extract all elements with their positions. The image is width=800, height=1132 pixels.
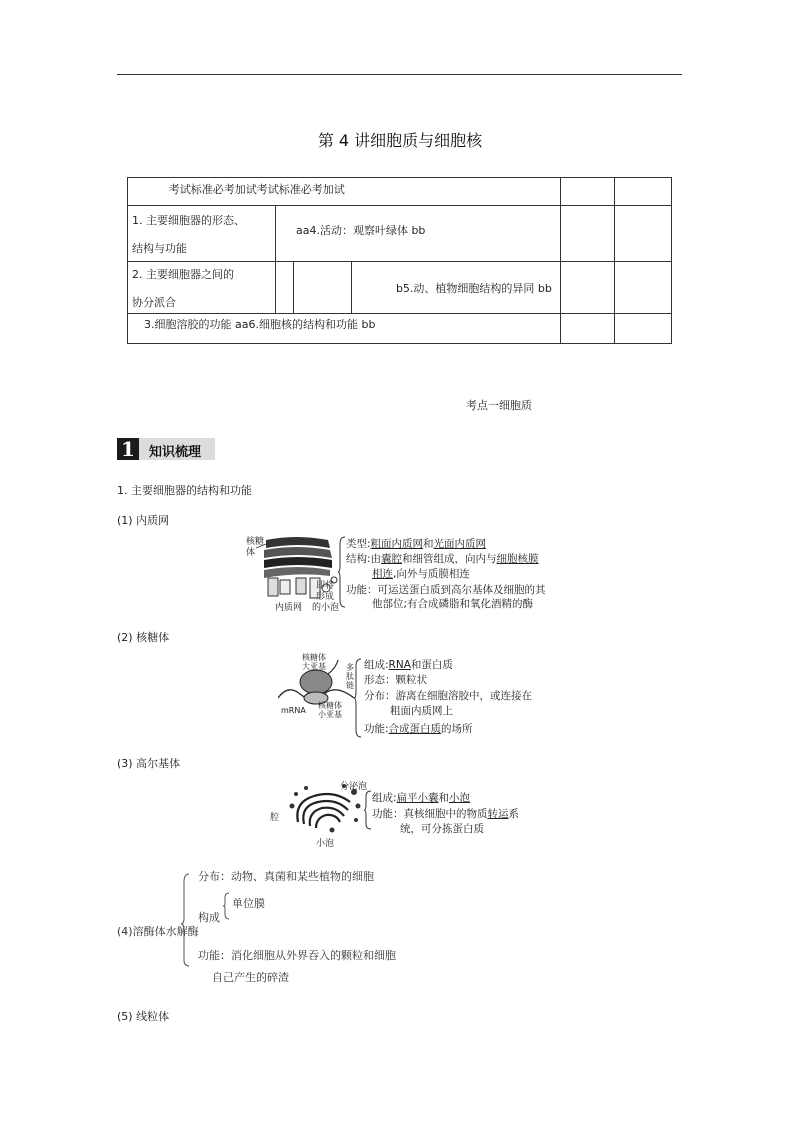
ribo-function: 功能:合成蛋白质的场所 (364, 723, 473, 735)
section-badge-number: 1 (117, 438, 139, 460)
er-label-er: 内质网 (275, 603, 303, 613)
golgi-function-line1: 功能：真核细胞中的物质转运系 (372, 808, 519, 820)
er-heading: (1) 内质网 (117, 514, 170, 527)
golgi-label-cavity: 腔 (270, 813, 280, 823)
er-label-ribosome-2: 体 (246, 548, 256, 558)
er-structure-line1: 结构:由囊腔和细管组成，向内与细胞核膜 (346, 553, 539, 565)
er-function-line1: 功能：可运送蛋白质到高尔基体及细胞的其 (346, 584, 546, 596)
ribo-label-small2: 小亚基 (318, 710, 342, 719)
ribo-distribution-line1: 分布：游离在细胞溶胶中，或连接在 (364, 690, 532, 702)
er-structure-line2: 相连,向外与质膜相连 (372, 568, 470, 580)
golgi-brace (364, 790, 372, 830)
er-label-ribosome: 核糖 (246, 537, 265, 547)
golgi-cisternae (297, 794, 350, 828)
golgi-function-line2: 统，可分拣蛋白质 (400, 823, 484, 835)
er-function-line2: 他部位;有合成磷脂和氧化酒精的酶 (372, 598, 534, 610)
page-title: 第 4 讲细胞质与细胞核 (317, 131, 483, 150)
er-label-side2: 形成 (316, 592, 335, 602)
lysosome-sub-brace (222, 892, 230, 920)
lysosome-function-line2: 自己产生的碎渣 (212, 971, 289, 984)
golgi-heading: (3) 高尔基体 (117, 757, 181, 770)
ribo-label-large1: 核糖体 (302, 653, 326, 662)
section-title: 知识梳理 (149, 445, 202, 460)
lysosome-unit-membrane: 单位膜 (232, 897, 265, 910)
er-type-line: 类型:粗面内质网和光面内质网 (346, 538, 487, 550)
golgi-composition: 组成:扁平小囊和小泡 (372, 792, 471, 804)
golgi-label-vesicle: 小泡 (316, 839, 335, 849)
lysosome-brace (180, 868, 190, 968)
er-brace (338, 536, 346, 608)
ribo-label-large2: 大亚基 (302, 662, 326, 671)
ribo-label-poly2: 肽 (346, 672, 354, 681)
table-row1-label: 1. 主要细胞器的形态、 结构与功能 (128, 206, 276, 262)
standards-table (127, 177, 672, 344)
lysosome-composition: 构成 (198, 911, 220, 924)
ribo-composition: 组成:RNA和蛋白质 (364, 659, 453, 671)
table-row3-content: 3.细胞溶胶的功能 aa6.细胞核的结构和功能 bb (128, 314, 386, 344)
large-subunit-shape (300, 670, 332, 694)
table-row2-label: 2. 主要细胞器之间的 协分派合 (128, 262, 276, 314)
ribosome-brace (354, 658, 362, 738)
lysosome-distribution: 分布：动物、真菌和某些植物的细胞 (198, 870, 374, 883)
kaodian-label: 考点一细胞质 (466, 399, 532, 412)
ribo-label-poly3: 链 (346, 681, 354, 690)
mito-heading: (5) 线粒体 (117, 1010, 170, 1023)
table-row2-content: b5.动、植物细胞结构的异同 bb (351, 262, 560, 314)
ribo-label-poly1: 多 (346, 663, 354, 672)
lysosome-main-label: (4)溶酶体水解酶 (117, 925, 199, 938)
ribo-shape: 形态：颗粒状 (364, 674, 427, 686)
lysosome-function-line1: 功能：消化细胞从外界吞入的颗粒和细胞 (198, 949, 396, 962)
table-row1-content: aa4.活动：观察叶绿体 bb (275, 206, 560, 262)
er-label-side1: 即将 (316, 581, 335, 591)
header-rule (117, 74, 682, 75)
ribo-label-small1: 核糖体 (318, 701, 342, 710)
item-1-heading: 1. 主要细胞器的结构和功能 (117, 484, 252, 497)
ribo-label-mrna: mRNA (281, 706, 306, 715)
table-header: 考试标准必考加试考试标准必考加试 (128, 178, 386, 206)
er-label-side3: 的小泡 (312, 603, 340, 613)
ribosome-heading: (2) 核糖体 (117, 631, 170, 644)
ribo-distribution-line2: 粗面内质网上 (390, 705, 453, 717)
golgi-label-secretion: 分泌泡 (340, 782, 368, 792)
